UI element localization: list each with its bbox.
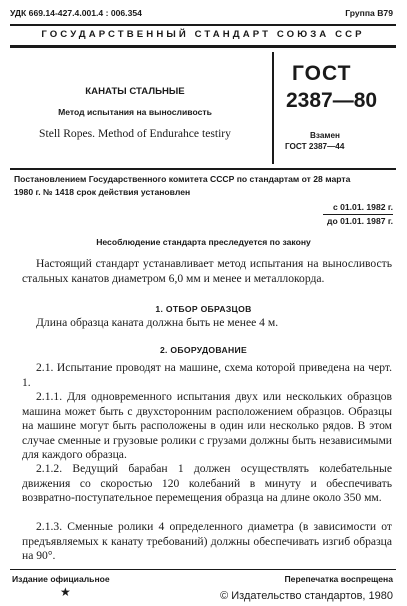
valid-from-underline: [323, 214, 393, 215]
group-code: Группа В79: [345, 8, 393, 18]
standard-subtitle: Метод испытания на выносливость: [58, 107, 212, 117]
title-divider: [272, 52, 274, 164]
star-icon: ★: [60, 585, 71, 599]
english-title: Stell Ropes. Method of Endurahce testiry: [39, 127, 231, 140]
valid-from: с 01.01. 1982 г.: [332, 202, 393, 212]
decree-line-1: Постановлением Государственного комитета СССР по стандартам от 28 марта: [14, 174, 351, 184]
decree-line-2: 1980 г. № 1418 срок действия установлен: [14, 187, 191, 197]
gost-label: ГОСТ: [292, 62, 352, 85]
banner-rule: [10, 45, 396, 48]
gost-number: 2387—80: [286, 89, 378, 112]
paragraph-2-1-2: 2.1.2. Ведущий барабан 1 должен осуществлять колебательные движения со скоростью 120 колебаний в минуту и обеспечивать возвратно-поступательное перемещения образца на длине около 350 мм.: [22, 462, 392, 505]
standard-title: КАНАТЫ СТАЛЬНЫЕ: [85, 86, 185, 97]
legal-notice: Несоблюдение стандарта преследуется по закону: [96, 237, 311, 247]
section-1-text: Длина образца каната должна быть не менее 4 м.: [36, 316, 279, 329]
replaces-label: Взамен: [310, 131, 340, 140]
valid-to: до 01.01. 1987 г.: [327, 216, 393, 226]
copyright: © Издательство стандартов, 1980: [220, 590, 393, 602]
official-edition: Издание официальное: [12, 574, 110, 584]
paragraph-2-1-1: 2.1.1. Для одновременного испытания двух или нескольких образцов машина может быть с двухсторонним расположением образцов. Образцы на машине могут быть расположены в один или несколько рядов. В этом случае сменные и грузовые ролики с грузами должны быть независимыми для каждого образца.: [22, 390, 392, 462]
intro-paragraph: Настоящий стандарт устанавливает метод испытания на выносливость стальных канатов диаметром 6,0 мм и менее и металлокорда.: [22, 257, 392, 285]
paragraph-2-1: 2.1. Испытание проводят на машине, схема которой приведена на черт. 1.: [22, 361, 392, 389]
reprint-prohibited: Перепечатка воспрещена: [284, 574, 393, 584]
udk-code: УДК 669.14-427.4.001.4 : 006.354: [10, 8, 142, 18]
banner: ГОСУДАРСТВЕННЫЙ СТАНДАРТ СОЮЗА ССР: [41, 29, 365, 40]
section-2-title: 2. ОБОРУДОВАНИЕ: [159, 345, 248, 355]
replaces-value: ГОСТ 2387—44: [285, 142, 345, 151]
paragraph-2-1-3: 2.1.3. Сменные ролики 4 определенного диаметра (в зависимости от предъявляемых к канату требований) должны обеспечивать изгиб образца на 90°.: [22, 520, 392, 563]
section-1-title: 1. ОТБОР ОБРАЗЦОВ: [155, 304, 252, 314]
footer-rule: [10, 569, 396, 570]
top-rule: [10, 24, 396, 26]
title-rule: [10, 168, 396, 170]
